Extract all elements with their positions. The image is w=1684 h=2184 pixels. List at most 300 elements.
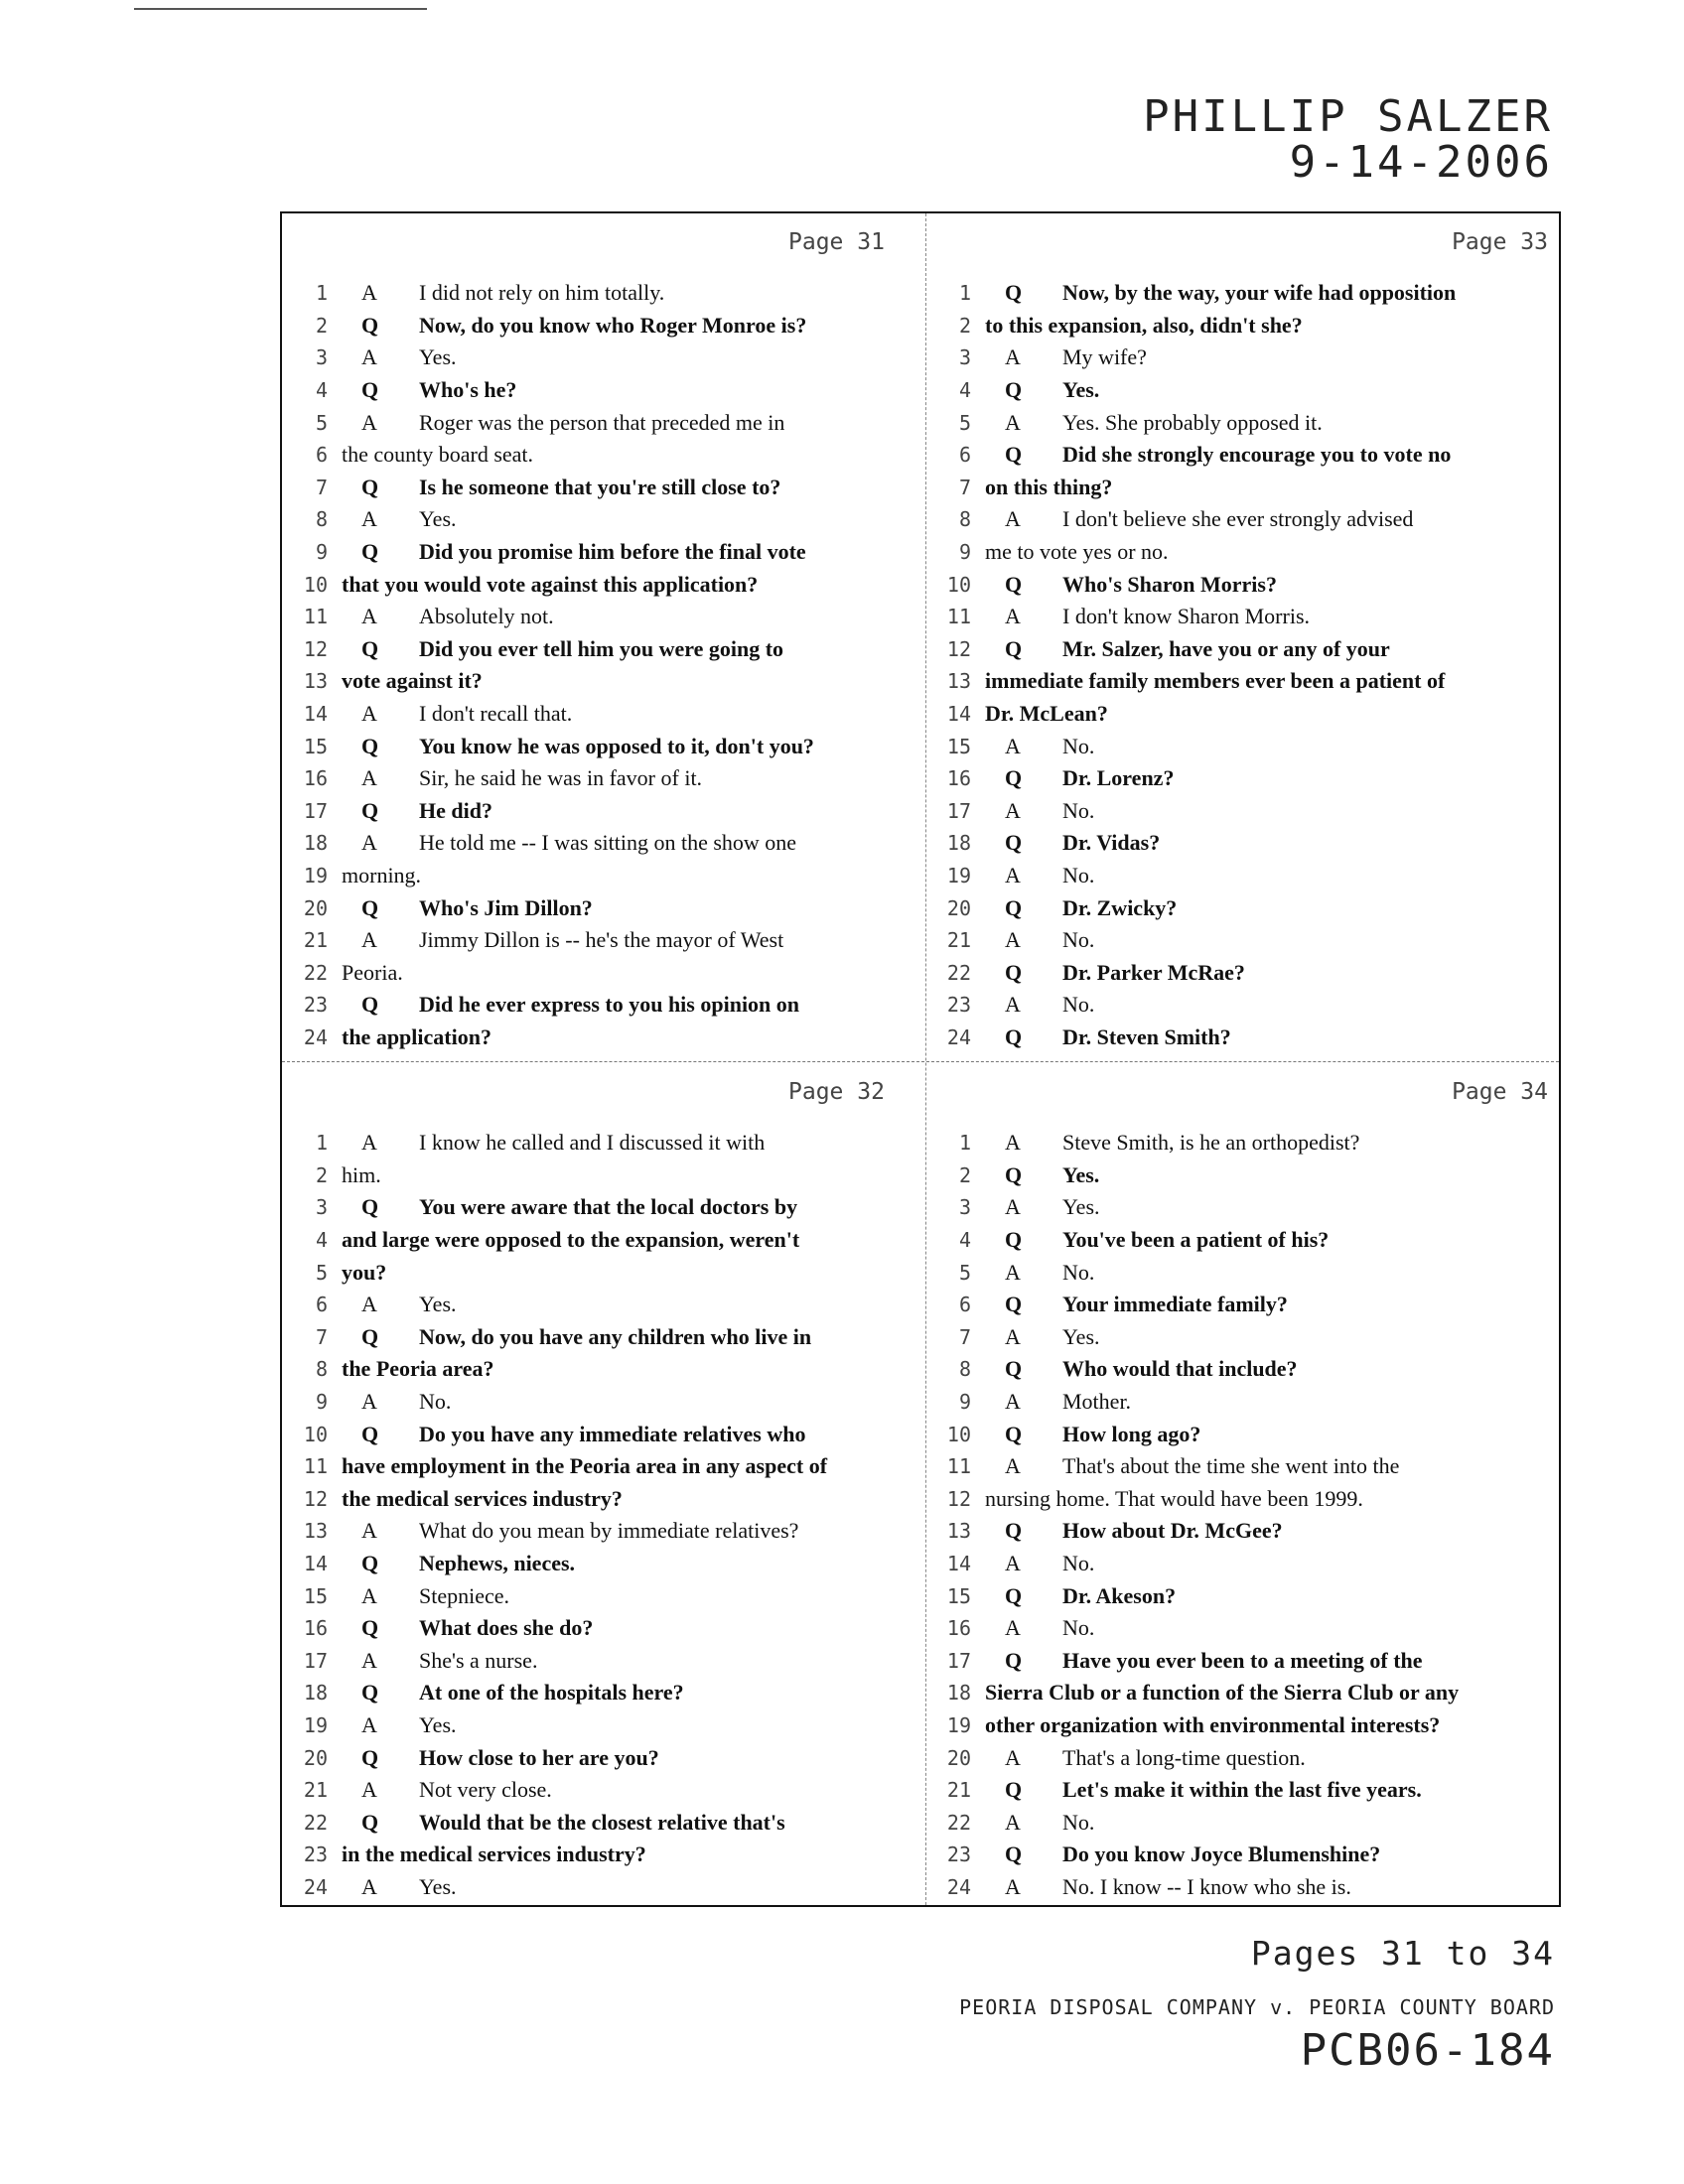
speaker-marker: A	[1005, 1194, 1021, 1220]
transcript-line	[282, 1645, 922, 1678]
line-text: That's a long-time question.	[1062, 1744, 1306, 1770]
transcript-line	[282, 1483, 922, 1516]
transcript-line	[925, 1709, 1566, 1742]
line-text: Peoria.	[342, 959, 403, 985]
speaker-marker: Q	[361, 312, 379, 338]
line-text: Who's he?	[419, 377, 517, 403]
line-text: You were aware that the local doctors by	[419, 1194, 798, 1220]
line-number: 24	[303, 1024, 328, 1049]
line-text: Who's Sharon Morris?	[1062, 571, 1277, 597]
transcript-line	[282, 1839, 922, 1871]
transcript-line	[925, 956, 1566, 989]
transcript-line	[282, 762, 922, 795]
line-number: 4	[958, 378, 971, 403]
line-number: 9	[315, 540, 328, 565]
line-text: No.	[1062, 862, 1095, 887]
transcript-line	[925, 698, 1566, 731]
transcript-line	[282, 1612, 922, 1645]
line-number: 6	[315, 443, 328, 468]
line-number: 3	[958, 345, 971, 370]
transcript-lines	[925, 277, 1566, 1053]
line-number: 3	[315, 1195, 328, 1220]
speaker-marker: A	[361, 830, 377, 856]
line-text: No.	[1062, 733, 1095, 758]
speaker-marker: A	[361, 701, 377, 727]
line-text: She's a nurse.	[419, 1647, 538, 1673]
line-text: vote against it?	[342, 668, 483, 694]
transcript-line	[282, 924, 922, 957]
transcript-line	[282, 1224, 922, 1257]
line-number: 20	[303, 895, 328, 920]
line-number: 20	[946, 895, 971, 920]
line-number: 14	[303, 1552, 328, 1576]
transcript-line	[282, 1160, 922, 1192]
line-number: 16	[303, 766, 328, 791]
transcript-line	[282, 568, 922, 601]
line-text: Do you know Joyce Blumenshine?	[1062, 1842, 1381, 1867]
line-text: the application?	[342, 1024, 491, 1049]
transcript-line	[282, 1741, 922, 1774]
transcript-line	[282, 601, 922, 633]
line-number: 24	[946, 1874, 971, 1899]
transcript-line	[925, 891, 1566, 924]
speaker-marker: Q	[1005, 1777, 1023, 1803]
line-number: 19	[946, 863, 971, 887]
transcript-line	[925, 924, 1566, 957]
line-text: me to vote yes or no.	[985, 539, 1169, 565]
transcript-line	[925, 1612, 1566, 1645]
line-text: What does she do?	[419, 1615, 594, 1641]
transcript-line	[925, 989, 1566, 1022]
line-text: Not very close.	[419, 1777, 552, 1803]
transcript-line	[925, 633, 1566, 666]
transcript-line	[925, 1450, 1566, 1483]
transcript-line	[282, 698, 922, 731]
line-text: No. I know -- I know who she is.	[1062, 1873, 1351, 1899]
transcript-line	[925, 1321, 1566, 1354]
speaker-marker: A	[1005, 1259, 1021, 1285]
speaker-marker: Q	[361, 539, 379, 565]
speaker-marker: A	[361, 344, 377, 370]
speaker-marker: A	[1005, 1551, 1021, 1576]
line-number: 8	[958, 1357, 971, 1382]
transcript-line	[925, 730, 1566, 762]
line-text: I don't recall that.	[419, 701, 573, 727]
speaker-marker: Q	[361, 894, 379, 920]
line-number: 21	[946, 1778, 971, 1803]
transcript-line	[925, 601, 1566, 633]
transcript-line	[925, 1256, 1566, 1289]
line-text: Steve Smith, is he an orthopedist?	[1062, 1130, 1360, 1156]
line-text: Did you promise him before the final vote	[419, 539, 806, 565]
speaker-marker: A	[1005, 733, 1021, 758]
page-31-panel	[282, 213, 922, 1059]
line-number: 20	[303, 1745, 328, 1770]
line-text: Dr. Lorenz?	[1062, 765, 1175, 791]
line-number: 2	[958, 1162, 971, 1187]
line-text: Nephews, nieces.	[419, 1551, 576, 1576]
transcript-lines	[282, 1127, 922, 1903]
speaker-marker: Q	[1005, 894, 1023, 920]
transcript-line	[282, 1386, 922, 1419]
speaker-marker: Q	[1005, 635, 1023, 661]
transcript-line	[282, 374, 922, 407]
transcript-line	[925, 795, 1566, 828]
line-text: other organization with environmental interests?	[985, 1711, 1441, 1737]
line-number: 14	[946, 1552, 971, 1576]
line-text: Dr. Zwicky?	[1062, 894, 1178, 920]
line-number: 12	[946, 1486, 971, 1511]
line-text: How long ago?	[1062, 1421, 1201, 1446]
speaker-marker: A	[1005, 1615, 1021, 1641]
speaker-marker: A	[361, 1873, 377, 1899]
line-text: I don't know Sharon Morris.	[1062, 604, 1311, 629]
line-text: him.	[342, 1161, 381, 1187]
line-text: the medical services industry?	[342, 1485, 623, 1511]
line-number: 24	[303, 1874, 328, 1899]
line-number: 7	[315, 1324, 328, 1349]
line-text: Yes. She probably opposed it.	[1062, 409, 1323, 435]
line-text: on this thing?	[985, 474, 1113, 499]
page-title: Page 34	[1452, 1079, 1548, 1105]
line-number: 16	[946, 1616, 971, 1641]
speaker-marker: A	[1005, 1130, 1021, 1156]
deposition-date: 9-14-2006	[1289, 137, 1553, 188]
line-number: 3	[315, 345, 328, 370]
line-number: 17	[946, 1648, 971, 1673]
transcript-line	[282, 310, 922, 342]
line-text: Who would that include?	[1062, 1356, 1298, 1382]
line-text: Mother.	[1062, 1389, 1132, 1415]
transcript-lines	[925, 1127, 1566, 1903]
line-number: 15	[303, 734, 328, 758]
line-text: Now, do you have any children who live in	[419, 1323, 812, 1349]
line-number: 8	[958, 507, 971, 532]
transcript-line	[282, 341, 922, 374]
speaker-marker: A	[361, 604, 377, 629]
page-32-panel	[282, 1063, 922, 1909]
speaker-marker: A	[1005, 862, 1021, 887]
line-number: 8	[315, 507, 328, 532]
deponent-name: PHILLIP SALZER	[1143, 91, 1553, 142]
line-text: Yes.	[1062, 377, 1100, 403]
line-text: in the medical services industry?	[342, 1842, 646, 1867]
transcript-line	[925, 1289, 1566, 1321]
line-number: 13	[303, 669, 328, 694]
speaker-marker: Q	[361, 635, 379, 661]
line-text: Yes.	[419, 506, 457, 532]
transcript-line	[925, 1386, 1566, 1419]
speaker-marker: A	[361, 1711, 377, 1737]
speaker-marker: Q	[1005, 1582, 1023, 1608]
line-number: 2	[315, 313, 328, 338]
line-number: 13	[946, 1519, 971, 1544]
line-number: 3	[958, 1195, 971, 1220]
line-number: 4	[315, 378, 328, 403]
transcript-line	[925, 1806, 1566, 1839]
page-34-panel	[925, 1063, 1566, 1909]
speaker-marker: A	[1005, 992, 1021, 1018]
transcript-line	[925, 827, 1566, 860]
line-number: 17	[303, 798, 328, 823]
speaker-marker: Q	[361, 1323, 379, 1349]
line-text: What do you mean by immediate relatives?	[419, 1518, 799, 1544]
transcript-line	[925, 1418, 1566, 1450]
transcript-line	[925, 374, 1566, 407]
line-text: My wife?	[1062, 344, 1147, 370]
line-text: You've been a patient of his?	[1062, 1227, 1330, 1253]
line-number: 12	[946, 636, 971, 661]
speaker-marker: Q	[361, 1551, 379, 1576]
transcript-line	[282, 1774, 922, 1807]
line-number: 21	[303, 1778, 328, 1803]
line-number: 23	[946, 993, 971, 1018]
speaker-marker: Q	[1005, 377, 1023, 403]
line-text: I don't believe she ever strongly advised	[1062, 506, 1414, 532]
transcript-line	[282, 989, 922, 1022]
transcript-line	[925, 341, 1566, 374]
line-text: Yes.	[419, 344, 457, 370]
line-number: 4	[315, 1228, 328, 1253]
line-number: 16	[303, 1616, 328, 1641]
line-number: 23	[946, 1843, 971, 1867]
speaker-marker: Q	[1005, 1161, 1023, 1187]
transcript-line	[282, 1548, 922, 1580]
line-text: No.	[419, 1389, 452, 1415]
speaker-marker: Q	[361, 1744, 379, 1770]
transcript-line	[925, 1871, 1566, 1904]
speaker-marker: Q	[1005, 1421, 1023, 1446]
line-number: 22	[303, 1810, 328, 1835]
line-number: 6	[315, 1293, 328, 1317]
speaker-marker: A	[361, 1518, 377, 1544]
line-number: 11	[303, 605, 328, 629]
line-text: and large were opposed to the expansion, weren't	[342, 1227, 800, 1253]
transcript-line	[925, 665, 1566, 698]
speaker-marker: Q	[1005, 1518, 1023, 1544]
line-number: 10	[946, 572, 971, 597]
line-number: 9	[958, 1390, 971, 1415]
transcript-line	[925, 1515, 1566, 1548]
speaker-marker: Q	[1005, 765, 1023, 791]
line-text: Now, do you know who Roger Monroe is?	[419, 312, 807, 338]
line-number: 13	[946, 669, 971, 694]
speaker-marker: Q	[1005, 1356, 1023, 1382]
line-text: Did he ever express to you his opinion on	[419, 992, 800, 1018]
page-title: Page 31	[788, 229, 885, 255]
speaker-marker: A	[1005, 1809, 1021, 1835]
line-text: No.	[1062, 927, 1095, 953]
transcript-line	[925, 503, 1566, 536]
line-text: Roger was the person that preceded me in	[419, 409, 785, 435]
transcript-line	[282, 860, 922, 892]
line-number: 2	[958, 313, 971, 338]
line-text: that you would vote against this application?	[342, 571, 759, 597]
line-number: 1	[958, 1131, 971, 1156]
line-number: 19	[303, 1712, 328, 1737]
transcript-line	[925, 1022, 1566, 1054]
transcript-line	[282, 1353, 922, 1386]
line-text: That's about the time she went into the	[1062, 1453, 1400, 1479]
line-text: to this expansion, also, didn't she?	[985, 312, 1303, 338]
transcript-line	[925, 568, 1566, 601]
line-number: 18	[303, 1681, 328, 1706]
line-number: 22	[303, 960, 328, 985]
transcript-line	[282, 891, 922, 924]
transcript-line	[925, 406, 1566, 439]
transcript-line	[925, 1774, 1566, 1807]
speaker-marker: Q	[1005, 280, 1023, 306]
transcript-line	[282, 1677, 922, 1709]
line-text: No.	[1062, 1615, 1095, 1641]
speaker-marker: Q	[1005, 1292, 1023, 1317]
line-text: You know he was opposed to it, don't you?	[419, 733, 814, 758]
speaker-marker: A	[1005, 1389, 1021, 1415]
transcript-line	[282, 795, 922, 828]
line-number: 15	[946, 1583, 971, 1608]
transcript-line	[282, 665, 922, 698]
speaker-marker: A	[361, 506, 377, 532]
page-title: Page 32	[788, 1079, 885, 1105]
line-number: 11	[946, 1454, 971, 1479]
speaker-marker: Q	[1005, 1842, 1023, 1867]
transcript-line	[282, 1256, 922, 1289]
case-caption: PEORIA DISPOSAL COMPANY v. PEORIA COUNTY BOARD	[959, 1995, 1555, 2019]
speaker-marker: Q	[361, 1809, 379, 1835]
transcript-line	[282, 472, 922, 504]
line-number: 5	[315, 1260, 328, 1285]
transcript-line	[925, 277, 1566, 310]
transcript-line	[925, 1353, 1566, 1386]
line-number: 1	[958, 281, 971, 306]
line-number: 5	[315, 410, 328, 435]
line-number: 14	[303, 702, 328, 727]
line-number: 10	[303, 1422, 328, 1446]
transcript-line	[925, 1483, 1566, 1516]
line-number: 6	[958, 1293, 971, 1317]
transcript-line	[282, 633, 922, 666]
line-number: 11	[303, 1454, 328, 1479]
transcript-line	[282, 1709, 922, 1742]
speaker-marker: Q	[1005, 1227, 1023, 1253]
line-number: 2	[315, 1162, 328, 1187]
line-number: 14	[946, 702, 971, 727]
speaker-marker: Q	[361, 1421, 379, 1446]
line-number: 9	[958, 540, 971, 565]
transcript-line	[925, 1579, 1566, 1612]
speaker-marker: A	[1005, 506, 1021, 532]
speaker-marker: A	[1005, 604, 1021, 629]
speaker-marker: A	[361, 409, 377, 435]
line-number: 22	[946, 960, 971, 985]
speaker-marker: Q	[1005, 571, 1023, 597]
line-number: 10	[303, 572, 328, 597]
line-text: nursing home. That would have been 1999.	[985, 1485, 1363, 1511]
speaker-marker: Q	[361, 377, 379, 403]
line-text: the Peoria area?	[342, 1356, 494, 1382]
speaker-marker: Q	[361, 1680, 379, 1706]
line-number: 19	[303, 863, 328, 887]
transcript-line	[282, 1022, 922, 1054]
line-number: 8	[315, 1357, 328, 1382]
line-number: 18	[946, 831, 971, 856]
transcript-line	[282, 1289, 922, 1321]
speaker-marker: A	[361, 1130, 377, 1156]
line-text: Is he someone that you're still close to?	[419, 474, 781, 499]
speaker-marker: A	[1005, 409, 1021, 435]
line-number: 6	[958, 443, 971, 468]
line-text: How about Dr. McGee?	[1062, 1518, 1283, 1544]
transcript-line	[925, 536, 1566, 569]
line-text: Jimmy Dillon is -- he's the mayor of West	[419, 927, 784, 953]
speaker-marker: Q	[1005, 959, 1023, 985]
line-number: 21	[946, 928, 971, 953]
line-text: Did you ever tell him you were going to	[419, 635, 784, 661]
speaker-marker: A	[1005, 1873, 1021, 1899]
line-text: you?	[342, 1259, 387, 1285]
line-text: Now, by the way, your wife had opposition	[1062, 280, 1457, 306]
line-text: Who's Jim Dillon?	[419, 894, 593, 920]
line-number: 23	[303, 1843, 328, 1867]
speaker-marker: A	[1005, 797, 1021, 823]
line-number: 20	[946, 1745, 971, 1770]
speaker-marker: Q	[361, 1194, 379, 1220]
line-number: 11	[946, 605, 971, 629]
line-number: 16	[946, 766, 971, 791]
speaker-marker: Q	[361, 797, 379, 823]
speaker-marker: A	[361, 927, 377, 953]
speaker-marker: A	[1005, 1323, 1021, 1349]
transcript-line	[282, 827, 922, 860]
transcript-line	[282, 1515, 922, 1548]
transcript-line	[925, 1839, 1566, 1871]
transcript-line	[925, 1127, 1566, 1160]
line-text: Yes.	[1062, 1323, 1100, 1349]
speaker-marker: Q	[361, 992, 379, 1018]
line-number: 17	[303, 1648, 328, 1673]
line-text: Would that be the closest relative that's	[419, 1809, 785, 1835]
transcript-line	[925, 1741, 1566, 1774]
line-text: Dr. Parker McRae?	[1062, 959, 1245, 985]
transcript-line	[925, 762, 1566, 795]
line-text: Sir, he said he was in favor of it.	[419, 765, 703, 791]
transcript-line	[925, 1677, 1566, 1709]
line-text: Dr. Vidas?	[1062, 830, 1161, 856]
transcript-line	[925, 1645, 1566, 1678]
line-text: Do you have any immediate relatives who	[419, 1421, 806, 1446]
line-number: 18	[303, 831, 328, 856]
transcript-line	[282, 1418, 922, 1450]
page-33-panel	[925, 213, 1566, 1059]
speaker-marker: Q	[361, 733, 379, 758]
line-text: No.	[1062, 1551, 1095, 1576]
line-number: 12	[303, 636, 328, 661]
speaker-marker: A	[1005, 344, 1021, 370]
transcript-frame	[280, 211, 1561, 1907]
line-text: Absolutely not.	[419, 604, 554, 629]
line-number: 10	[946, 1422, 971, 1446]
speaker-marker: A	[1005, 1744, 1021, 1770]
speaker-marker: A	[1005, 927, 1021, 953]
line-number: 18	[946, 1681, 971, 1706]
line-text: At one of the hospitals here?	[419, 1680, 684, 1706]
line-number: 15	[946, 734, 971, 758]
line-number: 4	[958, 1228, 971, 1253]
line-number: 7	[315, 475, 328, 499]
line-number: 12	[303, 1486, 328, 1511]
transcript-line	[282, 439, 922, 472]
speaker-marker: A	[361, 1292, 377, 1317]
